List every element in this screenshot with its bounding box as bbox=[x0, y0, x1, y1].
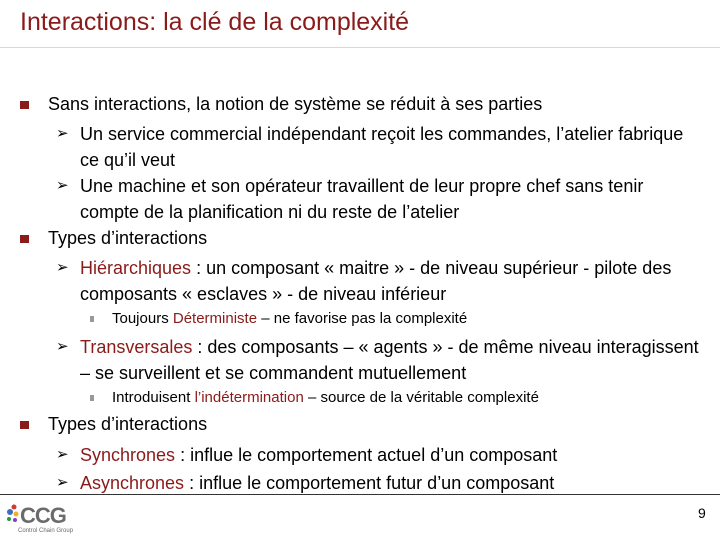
sub-bullet-service-commercial: Un service commercial indépendant reçoit les commandes, l’atelier fabrique ce qu’il veut bbox=[80, 124, 684, 170]
title-divider bbox=[0, 47, 720, 48]
footer-divider bbox=[0, 494, 720, 495]
bullet-sans-interactions: Sans interactions, la notion de système se réduit à ses parties bbox=[48, 94, 543, 114]
hierarchiques-description: : un composant « maitre » - de niveau supérieur - pilote des composants « esclaves » - de niveau inférieur bbox=[80, 258, 672, 304]
page-title: Interactions: la clé de la complexité bbox=[20, 8, 410, 36]
sub-bullet-machine-operateur: Une machine et son opérateur travaillent de leur propre chef sans tenir compte de la planification ni du reste de l’atelier bbox=[80, 176, 644, 222]
indetermination-prefix: Introduisent bbox=[112, 389, 195, 406]
small-square-bullet-icon bbox=[90, 316, 94, 322]
bullet-types-interactions-2: Types d’interactions bbox=[48, 414, 208, 434]
bullet-types-interactions: Types d’interactions bbox=[48, 228, 208, 248]
page-number: 9 bbox=[698, 505, 706, 521]
term-deterministe: Déterministe bbox=[172, 310, 258, 327]
term-synchrones: Synchrones bbox=[80, 445, 176, 465]
logo-subtitle: Control Chain Group bbox=[18, 528, 74, 534]
term-transversales: Transversales bbox=[80, 337, 193, 357]
transversales-description: : des composants – « agents » - de même niveau interagissent – se surveillent et se commandent mutuellement bbox=[80, 337, 699, 383]
arrow-bullet-icon: ➢ bbox=[56, 177, 69, 194]
arrow-bullet-icon: ➢ bbox=[56, 446, 69, 463]
term-indetermination: l’indétermination bbox=[194, 389, 304, 406]
sub-bullet-asynchrones bbox=[80, 470, 700, 496]
sub-sub-bullet-deterministe bbox=[112, 310, 467, 327]
term-asynchrones: Asynchrones bbox=[80, 473, 185, 493]
deterministe-suffix: – ne favorise pas la complexité bbox=[257, 310, 468, 327]
arrow-bullet-icon: ➢ bbox=[56, 259, 69, 276]
logo-name: CCG bbox=[20, 503, 66, 528]
arrow-bullet-icon: ➢ bbox=[56, 125, 69, 142]
arrow-bullet-icon: ➢ bbox=[56, 474, 69, 491]
arrow-bullet-icon: ➢ bbox=[56, 338, 69, 355]
sub-bullet-transversales bbox=[80, 334, 700, 386]
square-bullet-icon bbox=[20, 101, 29, 109]
small-square-bullet-icon bbox=[90, 395, 94, 401]
sub-bullet-synchrones bbox=[80, 442, 700, 468]
synchrones-description: : influe le comportement actuel d’un composant bbox=[175, 445, 558, 465]
indetermination-suffix: – source de la véritable complexité bbox=[303, 389, 539, 406]
sub-bullet-hierarchiques bbox=[80, 255, 700, 307]
square-bullet-icon bbox=[20, 421, 29, 429]
square-bullet-icon bbox=[20, 235, 29, 243]
deterministe-prefix: Toujours bbox=[112, 310, 173, 327]
sub-sub-bullet-indetermination bbox=[112, 389, 539, 406]
asynchrones-description: : influe le comportement futur d’un composant bbox=[184, 473, 555, 493]
term-hierarchiques: Hiérarchiques bbox=[80, 258, 192, 278]
